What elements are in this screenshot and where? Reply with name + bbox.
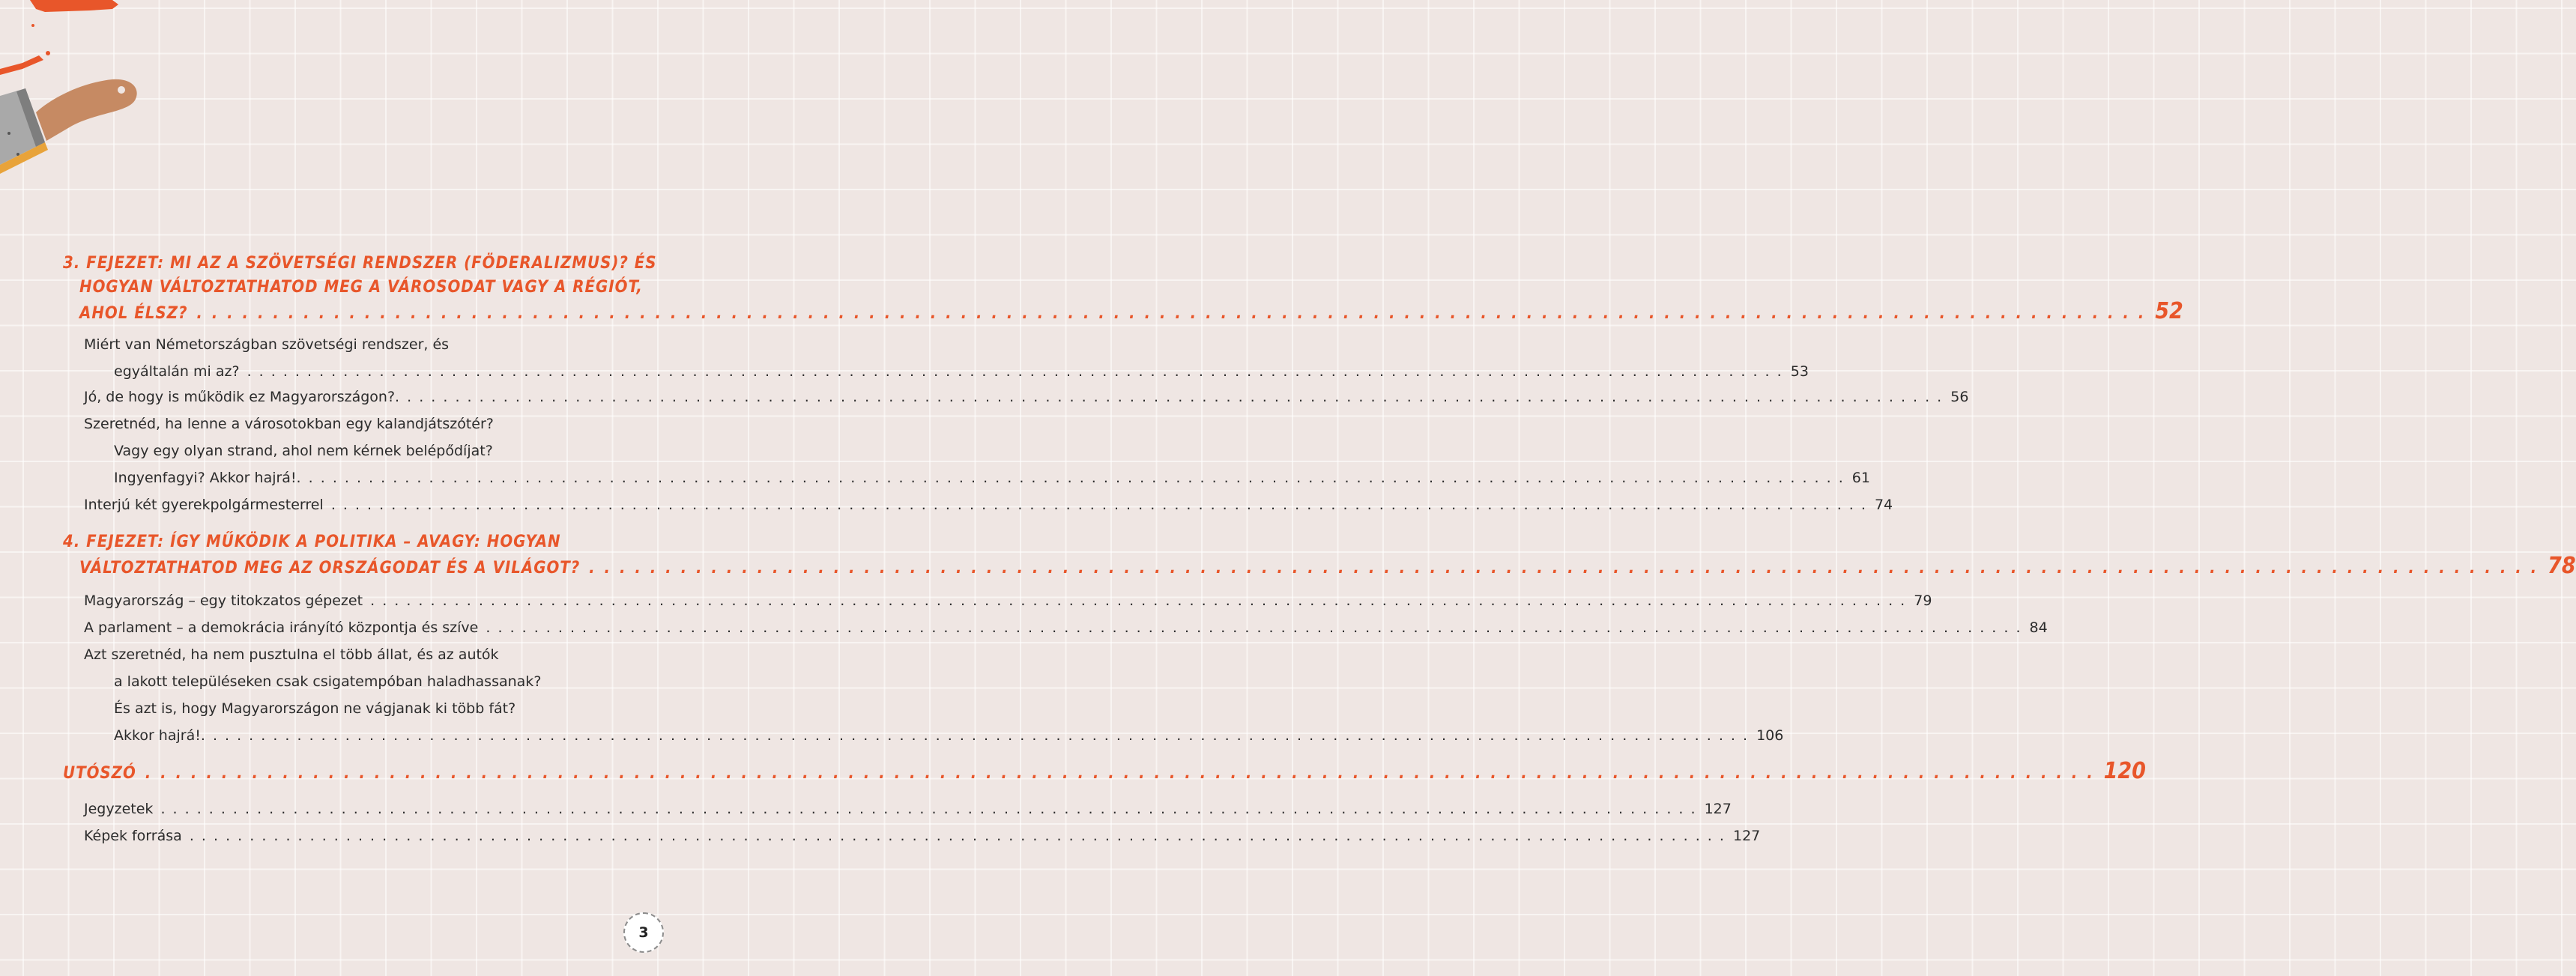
chapter-page-number: 120 <box>2103 758 2146 784</box>
entry-last-line <box>84 358 1809 385</box>
entry-title-line: egyáltalán mi az? <box>114 363 240 380</box>
chapter-title-line: UTÓSZÓ <box>63 764 136 783</box>
chapter-title-last-line <box>63 553 2576 581</box>
chapter-title-line: 4. FEJEZET: ÍGY MŰKÖDIK A POLITIKA – AVAGY: HOGYAN <box>63 533 561 551</box>
chapter-page-number: 78 <box>2548 553 2576 579</box>
entry-last-line <box>84 722 1784 749</box>
chapter-title-line: HOGYAN VÁLTOZTATHATOD MEG A VÁROSODAT VAGY A RÉGIÓT, <box>79 278 643 297</box>
entry-last-line <box>84 614 2048 641</box>
dot-leader <box>213 727 1749 744</box>
entry-page-number: 53 <box>1790 363 1809 380</box>
entry-title-line: És azt is, hogy Magyarországon ne vágjanak ki több fát? <box>114 700 516 717</box>
entry-title-line: Jó, de hogy is működik ez Magyarországon?. <box>84 389 400 405</box>
entry-title-line: Jegyzetek <box>84 801 154 817</box>
toc-entry[interactable] <box>84 614 2048 641</box>
dot-leader <box>370 592 1906 609</box>
dot-leader <box>190 828 1726 844</box>
dot-leader <box>247 363 1783 380</box>
chapter-title-last-line <box>63 758 2146 786</box>
entry-page-number: 56 <box>1950 389 1969 405</box>
entry-page-number: 79 <box>1914 592 1932 609</box>
entry-title-line: Miért van Németországban szövetségi rendszer, és <box>84 336 450 353</box>
entry-title-line: Szeretnéd, ha lenne a városotokban egy kalandjátszótér? <box>84 416 494 432</box>
toc-entry[interactable] <box>84 331 1809 385</box>
entry-page-number: 61 <box>1851 470 1870 486</box>
entry-title-line: Vagy egy olyan strand, ahol nem kérnek belépődíjat? <box>114 443 493 459</box>
dot-leader <box>589 559 2539 578</box>
dot-leader <box>160 801 1696 817</box>
entry-last-line <box>84 822 1761 849</box>
entry-page-number: 106 <box>1756 727 1784 744</box>
entry-last-line <box>84 464 1870 491</box>
entry-title-line: A parlament – a demokrácia irányító központja és szíve <box>84 619 479 636</box>
entry-page-number: 127 <box>1704 801 1732 817</box>
entry-last-line <box>84 587 1932 614</box>
entry-title-line: Azt szeretnéd, ha nem pusztulna el több állat, és az autók <box>84 646 499 663</box>
dot-leader <box>407 389 1943 405</box>
toc-entry[interactable] <box>84 587 1932 614</box>
dot-leader <box>309 470 1845 486</box>
page-number-badge: 3 <box>623 912 664 953</box>
entry-title-line: a lakott településeken csak csigatempóban haladhassanak? <box>114 673 542 690</box>
chapter-title-line: 3. FEJEZET: MI AZ A SZÖVETSÉGI RENDSZER (FÖDERALIZMUS)? ÉS <box>63 254 657 273</box>
entry-title-line: Magyarország – egy titokzatos gépezet <box>84 592 363 609</box>
entry-last-line <box>84 491 1893 518</box>
entry-title-line: Ingyenfagyi? Akkor hajrá!. <box>114 470 301 486</box>
toc-entry[interactable] <box>84 410 1870 491</box>
toc-entry[interactable] <box>84 384 1969 410</box>
dot-leader <box>196 304 2146 323</box>
dot-leader <box>145 764 2095 783</box>
entry-title-line: Akkor hajrá!. <box>114 727 205 744</box>
toc-entry[interactable] <box>84 641 1784 749</box>
toc-entry[interactable] <box>84 795 1732 822</box>
entry-title-line: Interjú két gyerekpolgármesterrel <box>84 497 324 513</box>
chapter-page-number: 52 <box>2155 298 2183 324</box>
toc-entry[interactable] <box>84 491 1893 518</box>
chapter-title-last-line <box>63 298 2183 326</box>
chapter-title-line: AHOL ÉLSZ? <box>79 304 188 323</box>
toc-entry[interactable] <box>84 822 1761 849</box>
chapter-title-line: VÁLTOZTATHATOD MEG AZ ORSZÁGODAT ÉS A VILÁGOT? <box>79 559 581 578</box>
entry-page-number: 127 <box>1732 828 1761 844</box>
dot-leader <box>486 619 2022 636</box>
dot-leader <box>331 497 1867 513</box>
toc-chapter-4[interactable] <box>63 530 2576 581</box>
entry-page-number: 84 <box>2029 619 2048 636</box>
entry-last-line <box>84 384 1969 410</box>
entry-page-number: 74 <box>1874 497 1893 513</box>
entry-last-line <box>84 795 1732 822</box>
toc-afterword[interactable] <box>63 758 2146 786</box>
entry-title-line: Képek forrása <box>84 828 182 844</box>
toc-chapter-3[interactable] <box>63 252 2183 326</box>
